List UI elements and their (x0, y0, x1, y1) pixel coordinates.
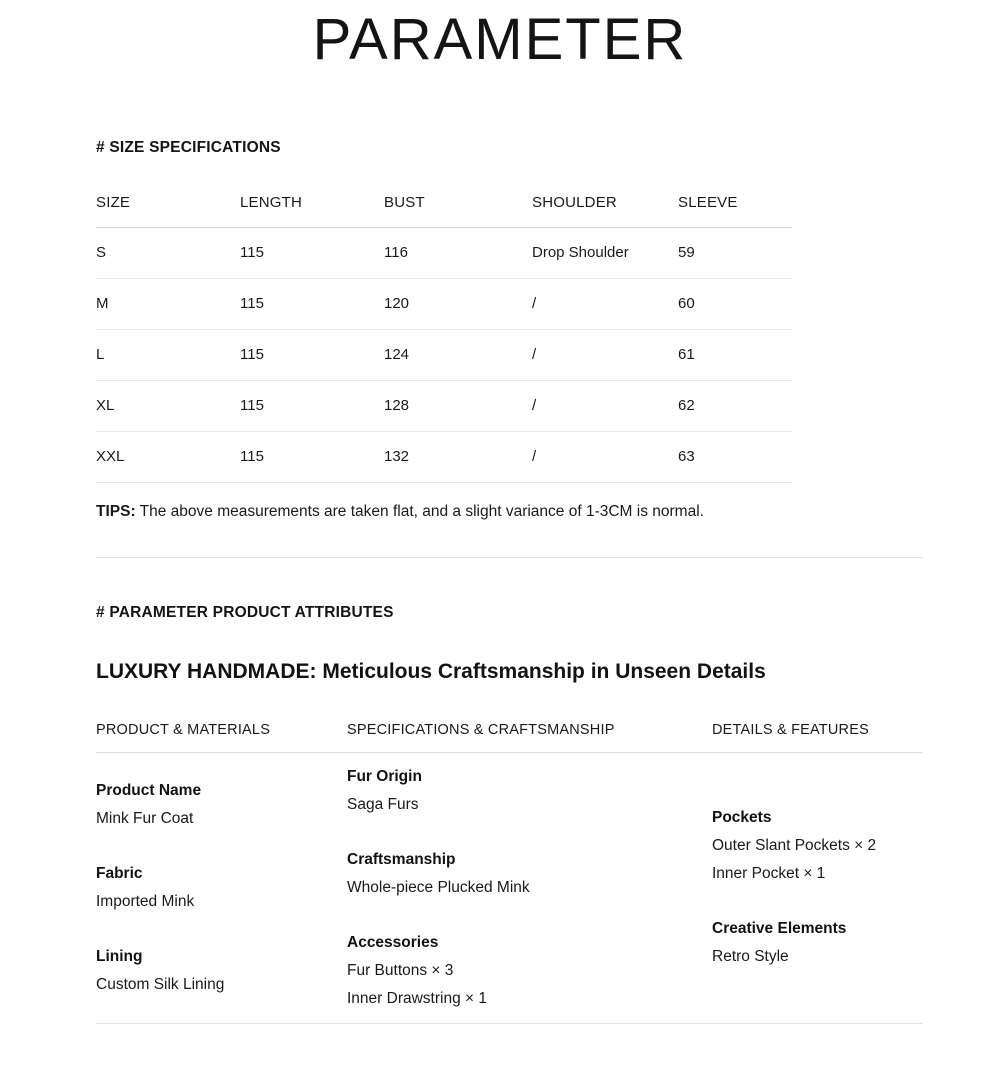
tips-label: TIPS: (96, 502, 136, 520)
attribute-value: Retro Style (712, 948, 789, 966)
attribute-group (712, 804, 923, 888)
page-title: PARAMETER (312, 7, 688, 72)
attribute-group (96, 943, 347, 999)
size-table (96, 190, 792, 483)
attribute-label: Lining (96, 947, 143, 965)
table-cell: 61 (678, 329, 792, 380)
table-cell: XXL (96, 431, 240, 482)
attribute-label: Accessories (347, 933, 439, 951)
table-cell: 115 (240, 431, 384, 482)
table-row (96, 380, 792, 431)
attribute-value: Inner Pocket × 1 (712, 865, 826, 883)
table-cell: XL (96, 380, 240, 431)
table-cell: / (532, 380, 678, 431)
attribute-label: Pockets (712, 809, 772, 827)
table-cell: 62 (678, 380, 792, 431)
table-cell: M (96, 278, 240, 329)
attribute-value: Custom Silk Lining (96, 975, 225, 993)
attribute-group (347, 846, 712, 902)
table-row (96, 431, 792, 482)
content-area (96, 139, 923, 1024)
luxury-handmade-subheading: LUXURY HANDMADE: Meticulous Craftsmanship in Unseen Details (96, 659, 766, 683)
attributes-column-header: SPECIFICATIONS & CRAFTSMANSHIP (347, 721, 615, 738)
size-table-column-header: BUST (384, 190, 532, 228)
table-cell: 115 (240, 227, 384, 278)
table-cell: 115 (240, 329, 384, 380)
attributes-column-header: PRODUCT & MATERIALS (96, 721, 271, 738)
table-row (96, 227, 792, 278)
table-cell: 115 (240, 278, 384, 329)
product-attributes-heading: # PARAMETER PRODUCT ATTRIBUTES (96, 603, 394, 621)
attribute-value: Outer Slant Pockets × 2 (712, 837, 877, 855)
attribute-group (347, 763, 712, 819)
attribute-value: Saga Furs (347, 795, 419, 813)
attributes-column (712, 804, 923, 971)
table-cell: 60 (678, 278, 792, 329)
size-specifications-heading: # SIZE SPECIFICATIONS (96, 138, 281, 156)
table-cell: Drop Shoulder (532, 227, 678, 278)
size-table-column-header: LENGTH (240, 190, 384, 228)
attributes-column-header: DETAILS & FEATURES (712, 721, 869, 738)
attribute-label: Fabric (96, 864, 143, 882)
table-row (96, 329, 792, 380)
table-cell: / (532, 431, 678, 482)
size-table-body (96, 227, 792, 482)
size-table-header-row (96, 190, 792, 228)
attributes-header-row (96, 722, 923, 753)
table-cell: 124 (384, 329, 532, 380)
attributes-column (347, 763, 712, 1013)
attribute-group (347, 929, 712, 1013)
table-cell: 116 (384, 227, 532, 278)
attribute-label: Craftsmanship (347, 850, 456, 868)
size-table-column-header: SLEEVE (678, 190, 792, 228)
attribute-value: Whole-piece Plucked Mink (347, 878, 530, 896)
table-cell: / (532, 278, 678, 329)
table-cell: 120 (384, 278, 532, 329)
tips-text: The above measurements are taken flat, and a slight variance of 1-3CM is normal. (139, 502, 704, 520)
tips-line (96, 503, 923, 521)
attribute-group (96, 860, 347, 916)
attribute-value: Imported Mink (96, 892, 195, 910)
table-cell: S (96, 227, 240, 278)
table-cell: 115 (240, 380, 384, 431)
section-divider (96, 557, 923, 558)
size-table-column-header: SHOULDER (532, 190, 678, 228)
table-row (96, 278, 792, 329)
attribute-group (712, 915, 923, 971)
attribute-group (96, 777, 347, 833)
table-cell: L (96, 329, 240, 380)
attributes-body-row (96, 753, 923, 1024)
attribute-label: Fur Origin (347, 767, 422, 785)
attribute-value: Mink Fur Coat (96, 809, 194, 827)
attribute-value: Inner Drawstring × 1 (347, 989, 487, 1007)
attribute-value: Fur Buttons × 3 (347, 961, 454, 979)
table-cell: 128 (384, 380, 532, 431)
table-cell: 59 (678, 227, 792, 278)
attribute-label: Product Name (96, 781, 202, 799)
table-cell: 132 (384, 431, 532, 482)
size-table-column-header: SIZE (96, 190, 240, 228)
attributes-column (96, 777, 347, 999)
table-cell: 63 (678, 431, 792, 482)
table-cell: / (532, 329, 678, 380)
attribute-label: Creative Elements (712, 920, 847, 938)
